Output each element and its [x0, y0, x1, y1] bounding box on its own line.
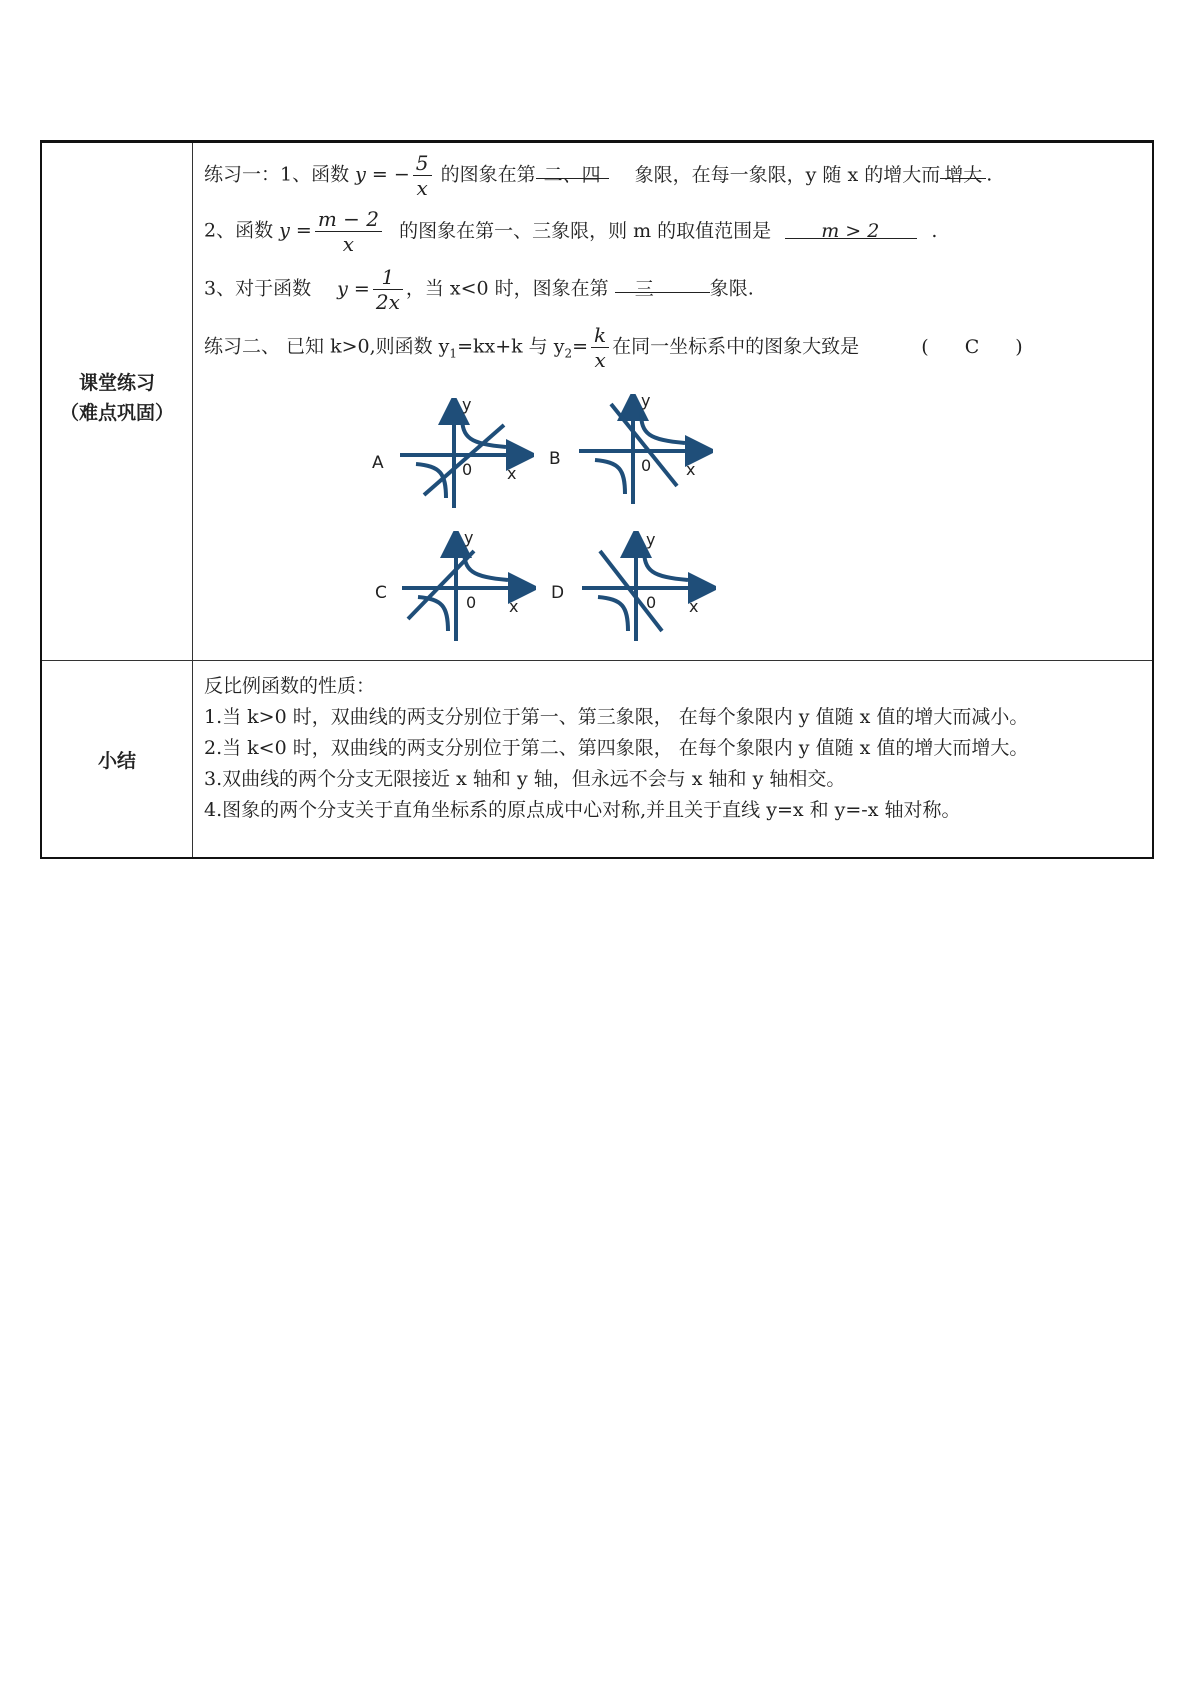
graph-d-line — [600, 551, 662, 631]
practice-label-line1: 课堂练习 — [78, 372, 155, 394]
row-divider — [42, 660, 1152, 661]
q1-answer-a — [536, 160, 609, 186]
q1-answer-b-text: 增大 — [944, 163, 983, 186]
q1-text-a: 的图象在第 — [440, 163, 536, 186]
graph-b-curve-q3 — [595, 460, 625, 494]
graph-a — [400, 398, 534, 510]
graph-b-x-label: x — [686, 460, 696, 479]
q1-num: 5 — [413, 151, 432, 176]
q1-answer-a-text: 二、四 — [543, 163, 601, 186]
summary-label: 小结 — [97, 750, 136, 772]
graph-c-x-label: x — [509, 597, 519, 616]
summary-title: 反比例函数的性质： — [204, 675, 376, 697]
graph-c-line — [408, 551, 477, 619]
q2-prefix: 2、函数 — [204, 219, 274, 242]
q1-text-b: 象限，在每一象限，y 随 x 的增大而 — [634, 163, 941, 186]
q1-answer-b — [940, 160, 986, 186]
q4-paren-close: ) — [1015, 335, 1023, 358]
summary-item-3: 3.双曲线的两个分支无限接近 x 轴和 y 轴，但永远不会与 x 轴和 y 轴相交。 — [204, 768, 846, 790]
q3-text-a: ，当 x<0 时，图象在第 — [405, 277, 609, 300]
question-1 — [204, 151, 992, 200]
q4-paren-open: ( — [921, 335, 929, 358]
graph-d-x-label: x — [689, 597, 699, 616]
graph-b-origin: 0 — [641, 456, 652, 475]
q2-answer-text: m > 2 — [821, 219, 880, 242]
q4-den: x — [594, 348, 606, 372]
graph-c-origin: 0 — [466, 593, 477, 612]
graph-d-letter: D — [551, 583, 565, 603]
question-3 — [204, 265, 754, 314]
q4-text: 在同一坐标系中的图象大致是 — [612, 335, 860, 358]
q2-fraction — [315, 207, 382, 256]
q3-den: 2x — [375, 290, 400, 314]
question-2 — [204, 207, 937, 256]
graph-d-origin: 0 — [646, 593, 657, 612]
q3-answer-text: 三 — [634, 277, 654, 300]
summary-item-1: 1.当 k>0 时，双曲线的两支分别位于第一、第三象限， 在每个象限内 y 值随 x 值的增大而减小。 — [204, 706, 1029, 728]
q4-fraction — [591, 323, 609, 372]
summary-item-2: 2.当 k<0 时，双曲线的两支分别位于第二、第四象限， 在每个象限内 y 值随 x 值的增大而增大。 — [204, 737, 1029, 759]
graph-d-curve-q1 — [644, 549, 688, 580]
q1-end: . — [986, 163, 993, 186]
q3-fraction — [373, 265, 403, 314]
q1-fraction — [413, 151, 432, 200]
graph-a-x-label: x — [507, 464, 517, 483]
q1-den: x — [416, 176, 428, 200]
q4-num: k — [591, 323, 609, 348]
graph-b-curve-q1 — [641, 412, 685, 443]
q2-answer — [785, 219, 917, 242]
graph-b-letter: B — [549, 449, 561, 469]
summary-item-4: 4.图象的两个分支关于直角坐标系的原点成中心对称,并且关于直线 y=x 和 y=-x 轴对称。 — [204, 799, 961, 821]
q4-sub1: 1 — [449, 346, 458, 361]
worksheet-table — [40, 140, 1154, 859]
q3-prefix: 3、对于函数 — [204, 277, 312, 300]
q4-mid: =kx+k 与 y — [457, 335, 565, 358]
column-divider — [192, 143, 193, 857]
q2-den: x — [342, 232, 355, 256]
graph-a-letter: A — [372, 453, 384, 473]
graph-c-y-label: y — [464, 531, 474, 547]
practice-label-line2: （难点巩固） — [59, 402, 174, 424]
graph-d-y-label: y — [646, 531, 656, 549]
q1-prefix: 练习一：1、函数 — [204, 163, 350, 186]
graph-b — [579, 394, 713, 506]
q4-eq: = — [572, 335, 589, 358]
question-4 — [204, 323, 1023, 372]
q4-prefix: 练习二、 已知 k>0,则函数 y — [204, 335, 450, 358]
graph-a-y-label: y — [462, 398, 472, 414]
graph-c-letter: C — [375, 583, 387, 603]
q4-sub2: 2 — [564, 346, 573, 361]
q3-num: 1 — [373, 265, 403, 290]
q2-num: m − 2 — [315, 207, 382, 232]
q3-lhs: y = — [337, 277, 370, 300]
graph-c — [402, 531, 536, 643]
q3-text-b: 象限. — [709, 277, 754, 300]
practice-label — [42, 368, 192, 428]
q2-text: 的图象在第一、三象限，则 m 的取值范围是 — [399, 219, 772, 242]
graph-d-curve-q3 — [598, 597, 628, 631]
graph-b-y-label: y — [641, 394, 651, 410]
q3-answer — [615, 274, 710, 300]
q4-answer: C — [964, 335, 980, 358]
graph-a-origin: 0 — [462, 460, 473, 479]
q2-lhs: y = — [279, 219, 312, 242]
q2-end: . — [931, 219, 938, 242]
q1-lhs: y = − — [355, 163, 410, 186]
graph-d — [582, 531, 716, 643]
